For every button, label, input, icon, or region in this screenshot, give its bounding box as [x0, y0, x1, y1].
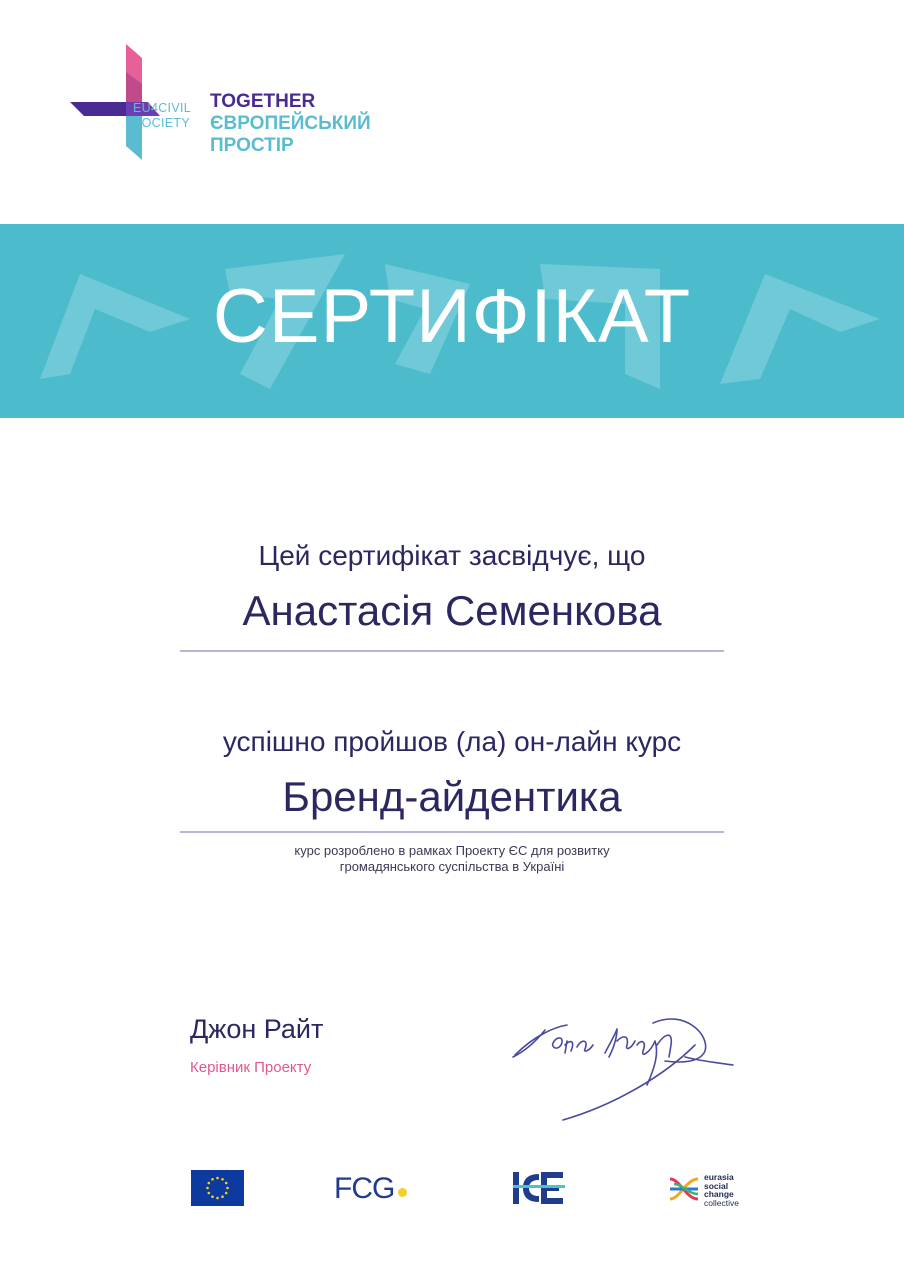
logo-mark-text — [133, 101, 191, 131]
logo-title-line3: ПРОСТІР — [210, 135, 294, 156]
course-name: Бренд-айдентика — [282, 773, 622, 820]
eu-stars-icon — [191, 1170, 244, 1206]
certificate-intro: Цей сертифікат засвідчує, що — [258, 540, 646, 571]
escc-logo-text — [704, 1173, 739, 1207]
course-note — [0, 843, 904, 875]
logo-mark-line2: SOCIETY — [133, 116, 190, 130]
course-note-line2: громадянського суспільства в Україні — [339, 859, 565, 874]
escc-line3: change — [704, 1189, 734, 1199]
escc-line2: social — [704, 1180, 729, 1191]
escc-line4: collective — [704, 1197, 739, 1208]
signer-name: Джон Райт — [190, 1014, 324, 1044]
fcg-logo — [334, 1172, 407, 1206]
fcg-dot-icon — [398, 1188, 407, 1197]
logo-title — [210, 91, 371, 157]
logo-title-line2: ЄВРОПЕЙСЬКИЙ — [210, 113, 371, 134]
certificate-title: СЕРТИФІКАТ — [212, 274, 692, 359]
ice-logo — [511, 1170, 565, 1206]
fcg-logo-text: FCG — [334, 1172, 395, 1205]
eu-flag-logo — [191, 1170, 244, 1206]
course-underline — [180, 831, 724, 833]
logo-mark-line1: EU4CIVIL — [133, 101, 191, 115]
escc-line1: eurasia — [704, 1172, 734, 1182]
recipient-underline — [180, 650, 724, 652]
logo-title-line1: TOGETHER — [210, 91, 316, 112]
course-note-line1: курс розроблено в рамках Проекту ЄС для розвитку — [294, 843, 610, 858]
handwritten-signature — [505, 1005, 740, 1125]
signer-role: Керівник Проекту — [190, 1059, 312, 1076]
completion-statement: успішно пройшов (ла) он-лайн курс — [222, 726, 682, 757]
escc-logo-mark — [668, 1175, 702, 1203]
recipient-name: Анастасія Семенкова — [242, 587, 662, 634]
